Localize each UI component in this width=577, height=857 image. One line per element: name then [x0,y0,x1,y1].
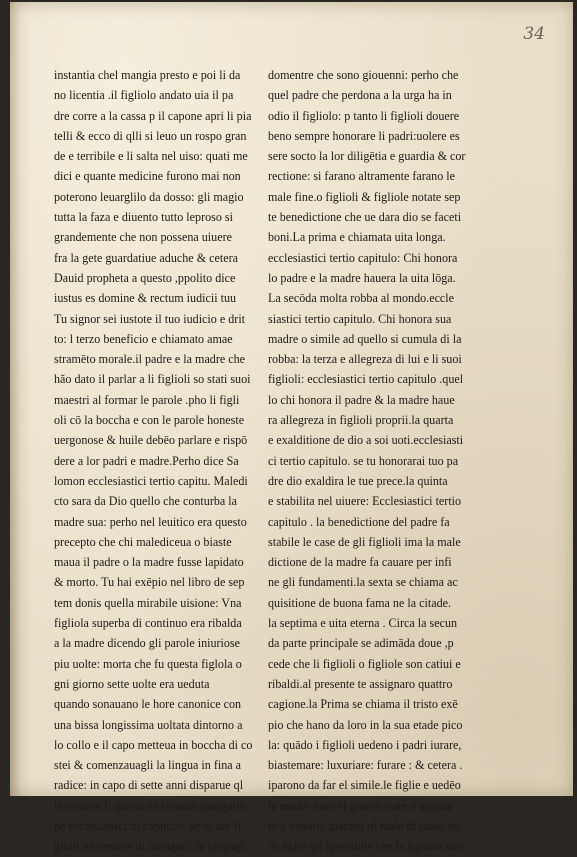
text-line: maestri al formar le parole .pho li figli [54,392,240,407]
text-line: lo collo e il capo metteua in boccha di co [54,737,253,752]
text-line: dre corre a la cassa p il capone apri li pia [54,108,252,123]
text-line: figlioli: ecclesiastici tertio capitulo .quel [268,372,464,387]
text-line: dere a lor padri e madre.Perho dice Sa [54,453,239,468]
text-line: re a ballare: iparano ql male di saldo.on [268,818,460,833]
text-line: ne gli fundamenti.la sexta se chiama ac [268,575,458,590]
text-line: sere socto la lor diligētia e guardia & cor [268,149,466,164]
text-line: robba: la terza e allegreza di lui e li suoi [268,352,462,367]
text-line: madre sua: perho nel leuitico era questo [54,514,247,529]
text-line: iustus es domine & rectum iudicii tuu [54,291,237,306]
text-line: rectione: si farano altramente farano le [268,169,456,184]
text-line: ci tertio capitulo. se tu honorarai tuo pa [268,453,459,468]
text-line: a la madre dicendo gli parole iniuriose [54,636,241,651]
text-line: quisitione de buona fama ne la citade. [268,595,452,610]
text-line: madre o simile ad quello si cumula di la [268,331,462,346]
text-line: & morto. Tu hai exēpio nel libro de sep [54,575,245,590]
text-line: grandemente che non possena uiuere [54,230,232,245]
text-line: odio il figliolo: p tanto li figlioli douere [268,108,460,123]
text-line: quel padre che perdona a la urga ha in [268,88,452,103]
text-line: la septima e uita eterna . Circa la secun [268,616,458,631]
manuscript-page [10,2,573,854]
text-line: lomon ecclesiastici tertio capitu. Maledi [54,473,248,488]
text-line: dictione de la madre fa cauare per infi [268,555,452,570]
text-line: stabile le case de gli figlioli ima la male [268,534,461,549]
text-line: tutta la faza e diuento tutto leproso si [54,210,234,225]
text-line: maua il padre o la madre fusse lapidato [54,555,244,570]
text-line: ne ecclesiastici.iii.capitulo: Se tu hai fi [54,818,242,833]
text-line: pio che hano da loro in la sua etade pico [268,717,463,732]
text-line: glioli nō cessare di castigarli & piegagli [54,839,247,854]
text-line: siastici tertio capitulo. Chi honora sua [268,311,452,326]
text-line: de eglie qsi ipossibile che la figliola non [268,839,464,854]
text-line: stei & comenzauagli la lingua in fina a [54,758,242,773]
text-line: cto sara da Dio quello che conturba la [54,494,238,509]
text-line: instantia chel mangia presto e poi li da [54,68,241,82]
text-line: tem donis quella mirabile uisione: Vna [54,595,242,610]
text-line: lo padre e la madre hauera la uita lōga. [268,270,456,285]
text-line: gni giorno sette uolte era ueduta [54,676,210,691]
text-line: dici e quante medicine furono mai non [54,169,241,184]
text-line: no licentia .il figliolo andato uia il pa [54,88,234,103]
text-line: biastemare: luxuriare: furare : & cetera . [268,758,463,773]
text-line: fra la gete guardatiue aduche & cetera [54,250,238,265]
text-line: ecclesiastici tertio capitulo: Chi honora [268,250,458,265]
text-line: la: quādo i figlioli uedeno i padri iurare, [268,737,462,752]
left-text-column [54,65,264,857]
text-line: poterono leuarglilo da dosso: gli magio [54,189,244,204]
text-line: uergonose & huile debēo parlare e rispō [54,433,248,448]
text-line: iparono da far el simile.le figlie e uedēo [268,778,461,793]
text-line: boni.La prima e chiamata uita longa. [268,230,446,245]
text-line: domentre che sono giouenni: perho che [268,68,459,82]
text-line: quando sonauano le hore canonice con [54,697,242,712]
text-line: dre dio exaldira le tue prece.la quinta [268,473,448,488]
text-line: ra allegreza in figlioli proprii.la quarta [268,413,454,428]
text-line: la uisione.Il quarto se chiama castigatio [54,798,246,813]
text-line: La secōda molta robba al mondo.eccle [268,291,455,306]
text-line: e exalditione de dio a soi uoti.ecclesiasti [268,433,464,448]
text-line: te benedictione che ue dara dio se faceti [268,210,462,225]
text-line: cagione.la Prima se chiama il tristo exē [268,697,458,712]
right-text-column [268,65,478,857]
text-line: de e terribile e li salta nel uiso: quati me [54,149,248,164]
text-line: capitulo . la benedictione del padre fa [268,514,450,529]
text-line: precepto che chi malediceua o biaste [54,534,232,549]
text-line: e stabilita nel uiuere: Ecclesiastici tertio [268,494,462,509]
text-line: lo chi honora il padre & la madre haue [268,392,455,407]
text-line: oli cō la boccha e con le parole honeste [54,413,245,428]
text-line: cede che li figlioli o figliole son catiui e [268,656,461,671]
text-line: male fine.o figlioli & figliole notate sep [268,189,461,204]
text-line: piu uolte: morta che fu questa figlola o [54,656,242,671]
text-line: telli & ecco di qlli si leuo un rospo gran [54,128,247,143]
text-line: beno sempre honorare li padri:uolere es [268,128,460,143]
text-line: stramēto morale.il padre e la madre che [54,352,246,367]
text-line: una bissa longissima uoltata dintorno a [54,717,243,732]
text-line: da parte principale se adimāda doue ,p [268,636,454,651]
text-line: ribaldi.al presente te assignaro quattro [268,676,453,691]
text-line: figliola superba di continuo era ribalda [54,616,242,631]
text-line: Tu signor sei iustote il tuo iudicio e drit [54,311,246,326]
text-line: Dauid propheta a questo ,ppolito dice [54,270,236,285]
text-line: radice: in capo di sette anni disparue ql [54,778,244,793]
folio-number: 34 [523,24,545,44]
text-line: la madre tutto el giorno stare a uagaza [268,798,453,813]
text-line: hão dato il parlar a li figlioli so stati suoi [54,372,251,387]
text-line: to: l terzo beneficio e chiamato amae [54,331,233,346]
